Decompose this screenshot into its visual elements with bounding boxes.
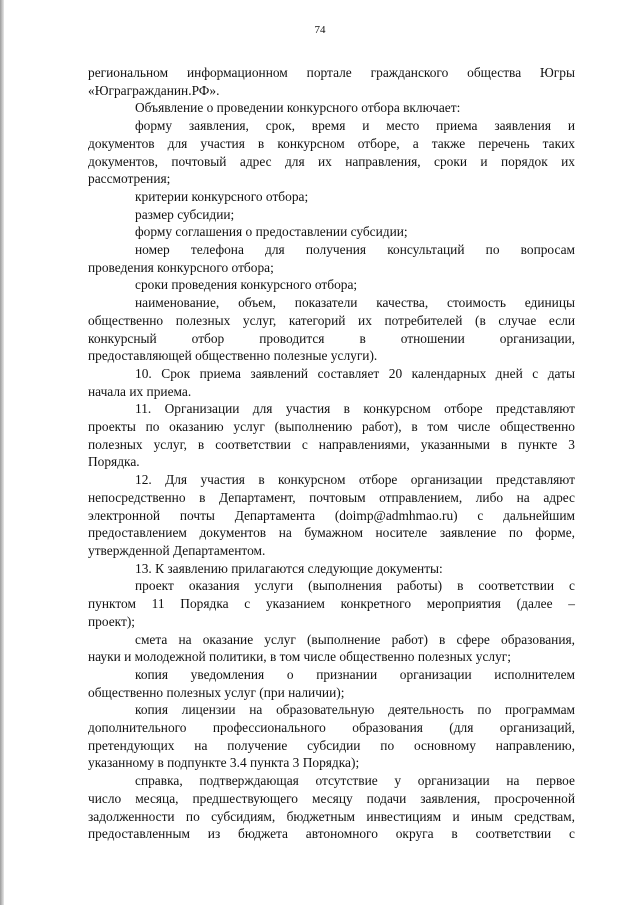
text-line: общественно полезных услуг (при наличии);: [88, 684, 345, 700]
text-line: указанному в подпункте 3.4 пункта 3 Порядка);: [88, 755, 360, 771]
text-line: 12. Для участия в конкурсном отборе организации представляют: [135, 472, 575, 488]
text-line: число месяца, предшествующего месяцу подачи заявления, просроченной: [88, 790, 575, 806]
text-line: претендующих на получение субсидии по основному направлению,: [88, 737, 575, 753]
document-body: [88, 64, 575, 843]
text-line: электронной почты Департамента (doimp@admhmao.ru) с дальнейшим: [88, 507, 575, 523]
text-line: предоставлением документов на бумажном носителе заявление по форме,: [88, 525, 575, 541]
text-line: проекты по оказанию услуг (выполнению работ), в том числе общественно: [88, 419, 575, 435]
text-line: 13. К заявлению прилагаются следующие документы:: [135, 560, 443, 576]
text-line: размер субсидии;: [135, 206, 235, 222]
text-line: копия уведомления о признании организации исполнителем: [135, 666, 575, 682]
text-line: начала их приема.: [88, 383, 192, 399]
text-line: номер телефона для получения консультаций по вопросам: [135, 242, 575, 258]
text-line: утвержденной Департаментом.: [88, 542, 266, 558]
text-line: «Юграгражданин.РФ».: [88, 82, 220, 98]
text-line: документов, почтовый адрес для их направления, сроки и порядок их: [88, 153, 575, 169]
text-line: копия лицензии на образовательную деятельность по программам: [135, 702, 575, 718]
text-line: предоставляющей общественно полезные услуги).: [88, 348, 378, 364]
text-line: конкурсный отбор проводится в отношении организации,: [88, 330, 575, 346]
text-line: региональном информационном портале гражданского общества Югры: [88, 65, 575, 80]
text-line: задолженности по субсидиям, бюджетным инвестициям и иным средствам,: [88, 808, 575, 824]
text-line: форму соглашения о предоставлении субсидии;: [135, 224, 408, 240]
text-line: проведения конкурсного отбора;: [88, 259, 274, 275]
text-line: Порядка.: [88, 454, 140, 470]
page-number: 74: [314, 24, 326, 36]
text-line: науки и молодежной политики, в том числе общественно полезных услуг;: [88, 649, 512, 665]
text-line: предоставленным из бюджета автономного округа в соответствии с: [88, 826, 575, 842]
text-line: смета на оказание услуг (выполнение работ) в сфере образования,: [135, 631, 575, 647]
text-line: наименование, объем, показатели качества, стоимость единицы: [135, 295, 575, 311]
text-line: рассмотрения;: [88, 171, 171, 187]
text-line: Объявление о проведении конкурсного отбора включает:: [135, 100, 461, 116]
text-line: форму заявления, срок, время и место приема заявления и: [135, 118, 575, 134]
text-line: общественно полезных услуг, категорий их потребителей (в случае если: [88, 312, 575, 328]
text-line: полезных услуг, в соответствии с направлениями, указанными в пункте 3: [88, 436, 575, 452]
text-line: проект);: [88, 613, 136, 629]
text-line: проект оказания услуги (выполнения работы) в соответствии с: [135, 578, 575, 594]
text-line: справка, подтверждающая отсутствие у организации на первое: [135, 773, 575, 789]
text-line: сроки проведения конкурсного отбора;: [135, 277, 358, 293]
text-line: 11. Организации для участия в конкурсном отборе представляют: [135, 401, 575, 417]
scan-edge-shadow: [0, 0, 4, 905]
text-line: непосредственно в Департамент, почтовым отправлением, либо на адрес: [88, 489, 575, 505]
text-line: пунктом 11 Порядка с указанием конкретного мероприятия (далее –: [88, 596, 575, 612]
text-line: 10. Срок приема заявлений составляет 20 календарных дней с даты: [135, 365, 575, 381]
text-line: критерии конкурсного отбора;: [135, 188, 309, 204]
text-line: документов для участия в конкурсном отборе, а также перечень таких: [88, 135, 575, 151]
text-line: дополнительного профессионального образования (для организаций,: [88, 720, 575, 736]
